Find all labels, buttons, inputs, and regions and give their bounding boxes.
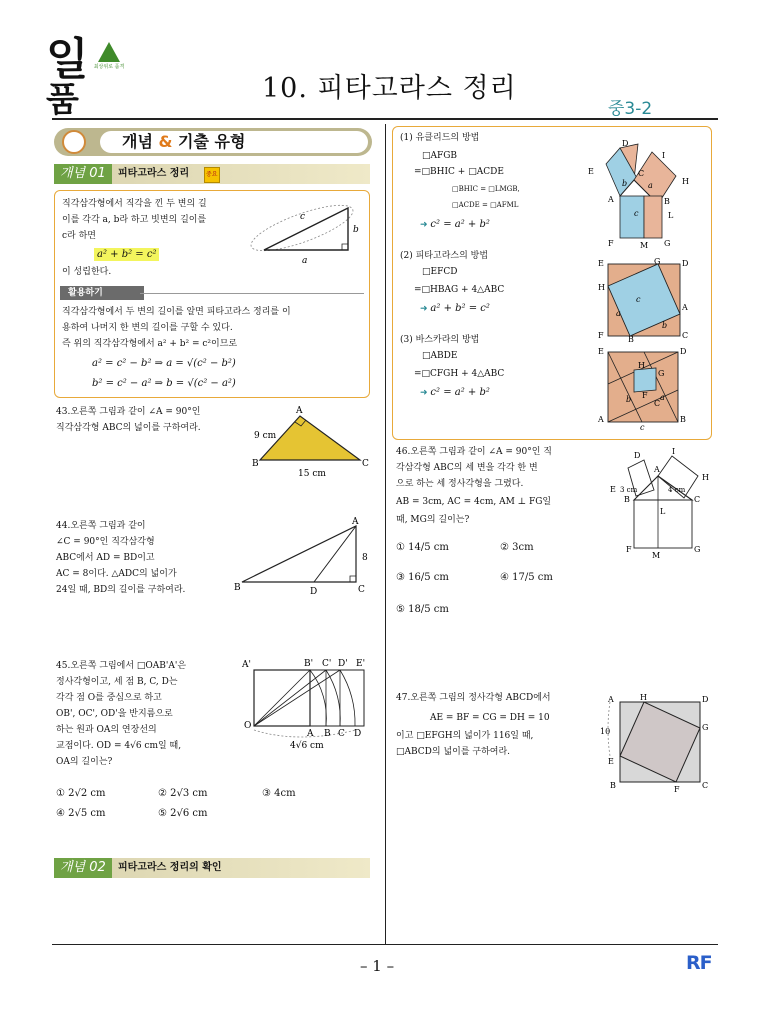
logo-mark-text: 최상위로 품격	[93, 64, 125, 70]
q46-L: L	[660, 507, 666, 516]
pythagoras-formula: a² + b² = c²	[94, 248, 159, 261]
f1-D: D	[622, 139, 629, 148]
f3-b: b	[626, 395, 632, 404]
q43-label-B: B	[252, 459, 259, 469]
proof3-result: c² = a² + b²	[430, 387, 490, 398]
f2-b: b	[662, 321, 668, 330]
q45-line-6: 교점이다. OD = 4√6 cm일 때,	[56, 741, 182, 751]
q45-label-D: D	[354, 729, 362, 739]
q43-triangle-figure	[250, 404, 372, 478]
q43-line-2: 직각삼각형 ABC의 넓이를 구하여라.	[56, 423, 201, 433]
f3-E: E	[598, 347, 604, 356]
f3-D: D	[680, 347, 687, 356]
f1-M: M	[640, 241, 649, 250]
f1-c: c	[634, 209, 639, 218]
q44-line-5: 24일 때, BD의 길이를 구하여라.	[56, 585, 186, 595]
f2-D: D	[682, 259, 689, 268]
apply-line-5: b² = c² − a² ⇒ b = √(c² − a²)	[92, 378, 236, 389]
logo-bottom-glyph: 품	[46, 80, 79, 120]
concept-line-4: 이 성립한다.	[62, 267, 112, 277]
apply-divider	[140, 293, 364, 294]
page-number: – 1 –	[360, 957, 395, 975]
q46-B: B	[624, 495, 630, 504]
q44-line-1: 44.오른쪽 그림과 같이	[56, 521, 146, 531]
grade-label: 중3-2	[608, 99, 653, 119]
q46-ac: 4 cm	[668, 486, 686, 494]
f2-a: a	[616, 309, 621, 318]
arrow-icon: ➜	[420, 304, 428, 314]
f1-L: L	[668, 211, 674, 220]
q45-line-1: 45.오른쪽 그림에서 □OAB'A'은	[56, 661, 187, 671]
q47-len: 10	[600, 727, 611, 736]
q46-line-2: 각삼각형 ABC의 세 변을 각각 한 변	[396, 463, 538, 473]
fig-label-b: b	[353, 225, 359, 235]
q46-ab: 3 cm	[620, 486, 638, 494]
q45-line-2: 정사각형이고, 세 점 B, C, D는	[56, 677, 178, 687]
f3-c: c	[640, 423, 645, 432]
page-title: 10. 피타고라스 정리	[262, 73, 517, 104]
apply-line-4: a² = c² − b² ⇒ a = √(c² − b²)	[92, 358, 236, 369]
q45-choice-2[interactable]: ② 2√3 cm	[158, 788, 208, 799]
proof1-line-5	[420, 218, 490, 232]
q45-label-D1: D'	[338, 659, 348, 669]
f3-a: a	[660, 393, 665, 402]
q46-I: I	[672, 447, 676, 456]
f3-A: A	[598, 415, 604, 424]
proof2-line-3	[420, 302, 490, 316]
banner-ampersand: &	[158, 132, 173, 151]
important-badge: 중요	[204, 167, 220, 183]
f1-I: I	[662, 151, 666, 160]
section-tag-01: 개념 01	[54, 164, 112, 184]
proof2-result: a² + b² = c²	[430, 303, 490, 314]
f3-G: G	[658, 369, 665, 378]
q47-line-4: □ABCD의 넓이를 구하여라.	[396, 747, 511, 757]
q46-choice-3[interactable]: ③ 16/5 cm	[396, 572, 449, 583]
f2-G: G	[654, 257, 661, 266]
q46-F: F	[626, 545, 632, 554]
f3-H: H	[638, 361, 645, 370]
q46-choice-4[interactable]: ④ 17/5 cm	[500, 572, 553, 583]
q44-side-ac: 8	[362, 553, 368, 563]
q46-E: E	[610, 485, 616, 494]
column-divider	[385, 124, 386, 944]
q45-label-B1: B'	[304, 659, 314, 669]
q46-line-5: 때, MG의 길이는?	[396, 515, 470, 525]
pythagoras-figure	[596, 256, 696, 342]
logo-triangle-icon	[93, 40, 125, 70]
q47-E: E	[608, 757, 614, 766]
proof1-line-4: □ACDE = □AFML	[452, 201, 519, 209]
q45-label-A: A	[307, 729, 314, 739]
q44-triangle-figure	[232, 516, 372, 600]
proof3-line-3	[420, 386, 490, 400]
q47-line-2: AE = BF = CG = DH = 10	[430, 713, 550, 723]
q47-D: D	[702, 695, 709, 704]
q46-M: M	[652, 551, 661, 560]
logo-top-glyph: 일	[46, 34, 87, 85]
q45-choice-5[interactable]: ⑤ 2√6 cm	[158, 808, 208, 819]
q44-line-3: ABC에서 AD = BD이고	[56, 553, 155, 563]
f2-B: B	[628, 335, 634, 344]
section-title-01: 피타고라스 정리	[118, 168, 190, 179]
brand-logo	[686, 952, 712, 974]
f3-C: C	[654, 399, 661, 408]
footer-divider	[52, 944, 718, 945]
concept-line-3: c라 하면	[62, 231, 96, 241]
q47-H: H	[640, 693, 647, 702]
f1-B: B	[664, 197, 670, 206]
proof3-title: (3) 바스카라의 방법	[400, 335, 480, 345]
q46-H: H	[702, 473, 709, 482]
f2-H: H	[598, 283, 605, 292]
q47-A: A	[608, 695, 614, 704]
f2-F: F	[598, 331, 604, 340]
house-icon	[62, 130, 86, 154]
f2-E: E	[598, 259, 604, 268]
q45-label-A1: A'	[242, 660, 251, 670]
proof2-line-2: =□HBAG + 4△ABC	[414, 285, 505, 295]
section-title-02: 피타고라스 정리의 확인	[118, 862, 222, 873]
q46-line-1: 46.오른쪽 그림과 같이 ∠A = 90°인 직	[396, 447, 552, 457]
q45-line-3: 각각 점 O를 중심으로 하고	[56, 693, 162, 703]
q45-label-C: C	[338, 729, 345, 739]
q43-side-bc: 15 cm	[298, 469, 326, 479]
f1-H: H	[682, 177, 689, 186]
q46-choice-5[interactable]: ⑤ 18/5 cm	[396, 604, 449, 615]
proof3-line-1: □ABDE	[422, 351, 458, 361]
concept-line-2: 이를 각각 a, b라 하고 빗변의 길이를	[62, 215, 207, 225]
section-tag-02: 개념 02	[54, 858, 112, 878]
q45-line-5: 하는 원과 OA의 연장선의	[56, 725, 157, 735]
arrow-icon: ➜	[420, 220, 428, 230]
q47-square-figure	[598, 690, 716, 796]
f1-A: A	[608, 195, 614, 204]
q43-line-1: 43.오른쪽 그림과 같이 ∠A = 90°인	[56, 407, 201, 417]
f1-E: E	[588, 167, 594, 176]
q44-label-A: A	[352, 517, 359, 527]
q46-C: C	[694, 495, 701, 504]
q46-squares-figure	[606, 444, 716, 562]
q45-line-7: OA의 길이는?	[56, 757, 113, 767]
concept-line-1: 직각삼각형에서 직각을 낀 두 변의 길	[62, 199, 207, 209]
q45-label-C1: C'	[322, 659, 332, 669]
proof1-line-3: □BHIC = □LMGB,	[452, 185, 520, 193]
q47-C: C	[702, 781, 709, 790]
q44-line-2: ∠C = 90°인 직각삼각형	[56, 537, 155, 547]
q45-arcs-figure	[238, 656, 372, 752]
q43-label-C: C	[362, 459, 369, 469]
apply-line-1: 직각삼각형에서 두 변의 길이를 알면 피타고라스 정리를 이	[62, 307, 291, 317]
proof1-line-2: =□BHIC + □ACDE	[414, 167, 504, 177]
q47-G: G	[702, 723, 709, 732]
q47-line-3: 이고 □EFGH의 넓이가 116일 때,	[396, 731, 534, 741]
q46-A: A	[654, 465, 660, 474]
q47-B: B	[610, 781, 616, 790]
q45-choice-3[interactable]: ③ 4cm	[262, 788, 296, 799]
q46-G: G	[694, 545, 701, 554]
q45-choice-4[interactable]: ④ 2√5 cm	[56, 808, 106, 819]
q46-choice-2[interactable]: ② 3cm	[500, 542, 534, 553]
q43-label-A: A	[296, 406, 303, 416]
header-divider	[52, 118, 718, 120]
brand-logo-text: RF	[686, 952, 712, 974]
apply-line-2: 용하여 나머지 한 변의 길이를 구할 수 있다.	[62, 323, 233, 333]
banner-label-left: 개념	[122, 132, 153, 151]
q45-length: 4√6 cm	[290, 741, 324, 751]
q44-label-D: D	[310, 587, 318, 597]
arrow-icon: ➜	[420, 388, 428, 398]
q44-label-C: C	[358, 585, 365, 595]
banner-label-right: 기출 유형	[178, 132, 246, 151]
f1-C: C	[638, 169, 645, 178]
q44-line-4: AC = 8이다. △ADC의 넓이가	[56, 569, 177, 579]
f1-G: G	[664, 239, 671, 248]
q44-label-B: B	[234, 583, 241, 593]
proof1-line-1: □AFGB	[422, 151, 458, 161]
q46-line-4: AB = 3cm, AC = 4cm, AM ⊥ FG일	[396, 497, 552, 507]
q45-choice-1[interactable]: ① 2√2 cm	[56, 788, 106, 799]
fig-label-c: c	[300, 212, 306, 222]
apply-tag: 활용하기	[60, 286, 144, 300]
fig-label-a: a	[302, 256, 308, 266]
f1-b: b	[622, 179, 628, 188]
concept-banner-label	[100, 131, 368, 153]
apply-line-3: 즉 위의 직각삼각형에서 a² + b² = c²이므로	[62, 339, 238, 349]
proof1-title: (1) 유클리드의 방법	[400, 133, 480, 143]
proof3-line-2: =□CFGH + 4△ABC	[414, 369, 505, 379]
f1-F: F	[608, 239, 614, 248]
q45-label-B: B	[324, 729, 331, 739]
q46-line-3: 으로 하는 세 정사각형을 그렸다.	[396, 479, 524, 489]
bhaskara-figure	[596, 344, 696, 432]
q45-label-O: O	[244, 721, 252, 731]
q46-choice-1[interactable]: ① 14/5 cm	[396, 542, 449, 553]
euclid-figure	[586, 136, 702, 250]
proof2-title: (2) 피타고라스의 방법	[400, 251, 489, 261]
proof2-line-1: □EFCD	[422, 267, 458, 277]
q43-side-ab: 9 cm	[254, 431, 277, 441]
q45-line-4: OB', OC', OD'을 반지름으로	[56, 709, 173, 719]
f3-B: B	[680, 415, 686, 424]
right-triangle-figure	[256, 202, 366, 266]
f2-c: c	[636, 295, 641, 304]
f3-F: F	[642, 391, 648, 400]
q45-label-E1: E'	[356, 659, 366, 669]
proof1-result: c² = a² + b²	[430, 219, 490, 230]
q47-line-1: 47.오른쪽 그림의 정사각형 ABCD에서	[396, 693, 551, 703]
f2-A: A	[682, 303, 688, 312]
f2-C: C	[682, 331, 689, 340]
f1-a: a	[648, 181, 653, 190]
q46-D: D	[634, 451, 641, 460]
q47-F: F	[674, 785, 680, 794]
